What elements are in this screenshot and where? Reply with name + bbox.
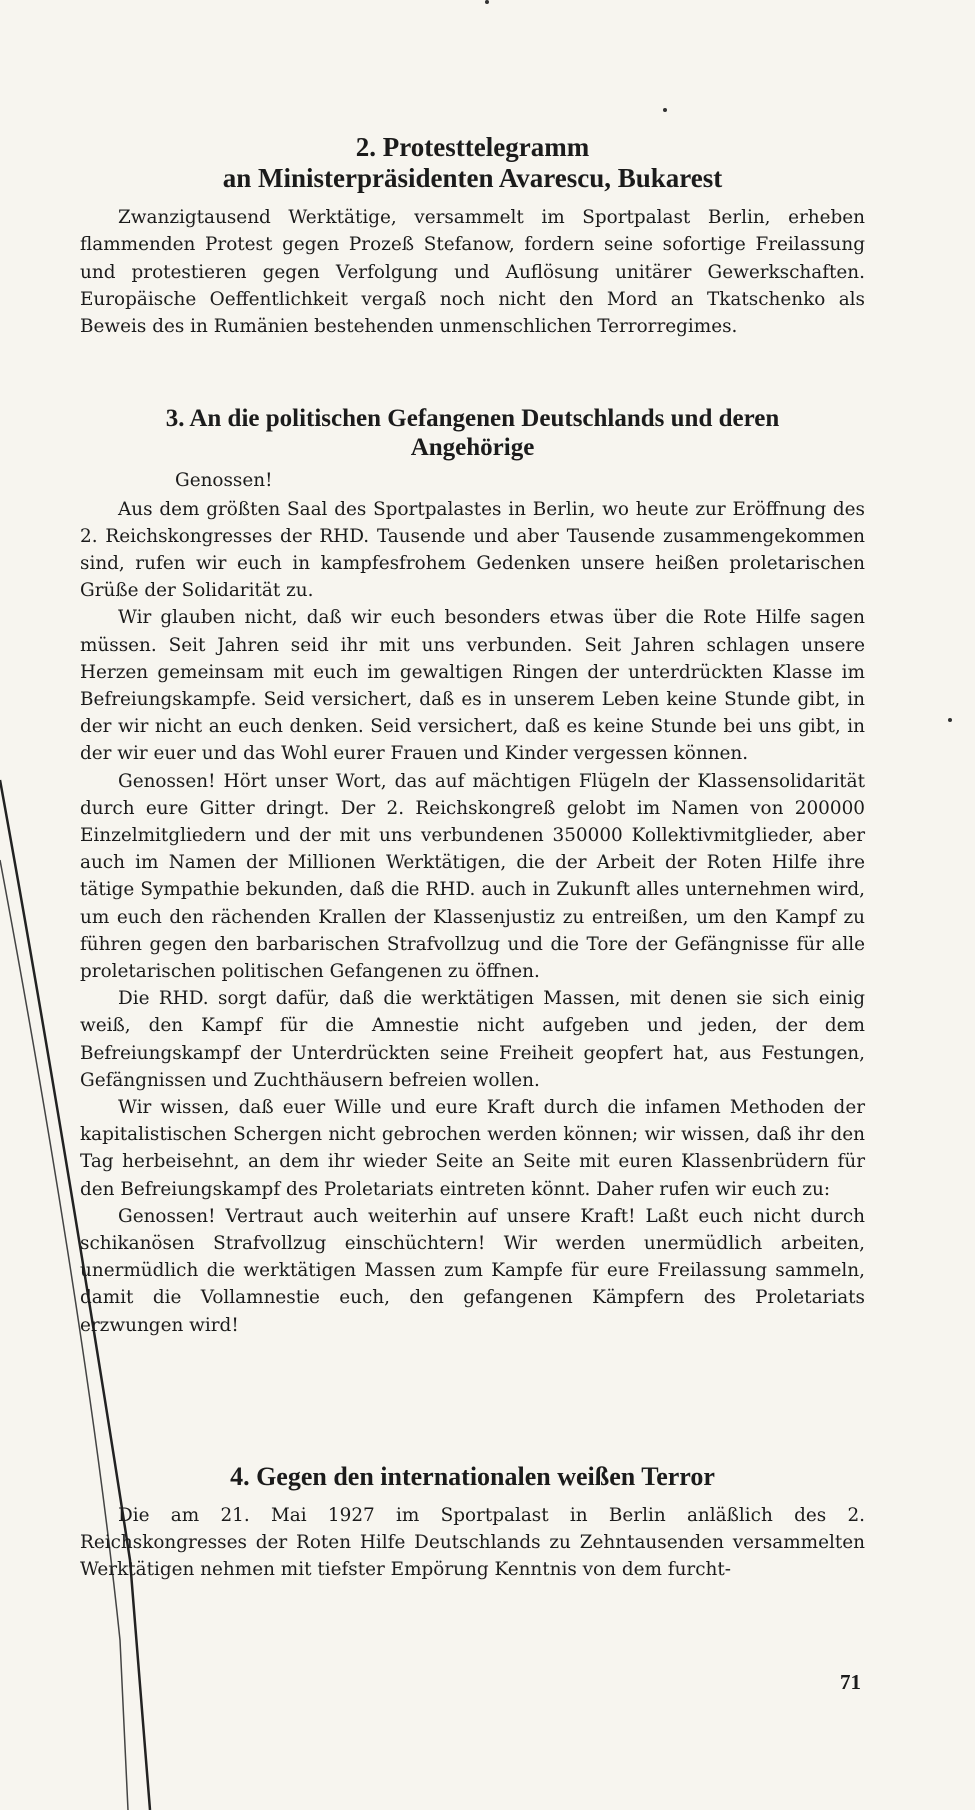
page-number: 71 — [840, 1670, 861, 1694]
section-4-title: 4. Gegen den internationalen weißen Terror — [230, 1462, 715, 1491]
paragraph: Genossen! Hört unser Wort, das auf mächtigen Flügeln der Klassensolidarität durch eure Gitter dringt. Der 2. Reichskongreß gelobt im Namen von 200000 Einzelmitgliedern und der mit uns verbundenen 350000 Kollektivmitglieder, aber auch im Namen der Millionen Werktätigen, die der Arbeit der Roten Hilfe ihre tätige Sympathie bekunden, daß die RHD. auch in Zukunft alles unternehmen wird, um euch den rächenden Krallen der Klassenjustiz zu entreißen, um den Kampf zu führen gegen den barbarischen Strafvollzug und die Tore der Gefängnisse für alle proletarischen politischen Gefangenen zu öffnen. — [80, 770, 865, 982]
section-2-title — [80, 132, 865, 194]
scan-speck — [663, 108, 667, 112]
salutation: Genossen! — [175, 469, 273, 491]
scan-speck — [485, 0, 489, 4]
section-weisser-terror — [80, 1462, 865, 1584]
section-3-title-line2: Angehörige — [410, 433, 535, 461]
section-3-title-line1: 3. An die politischen Gefangenen Deutschlands und deren — [165, 405, 780, 432]
paragraph: Die am 21. Mai 1927 im Sportpalast in Berlin anläßlich des 2. Reichskongresses der Roten Hilfe Deutschlands zu Zehntausenden versammelten Werktätigen nehmen mit tiefster Empörung Kenntnis von dem furcht- — [80, 1504, 865, 1581]
paragraph: Wir glauben nicht, daß wir euch besonders etwas über die Rote Hilfe sagen müssen. Seit Jahren seid ihr mit uns verbunden. Seit Jahren schlagen unsere Herzen gemeinsam mit euch im gewaltigen Ringen der unterdrückten Klasse im Befreiungskampfe. Seid versichert, daß es in unserem Leben keine Stunde gibt, in der wir nicht an euch denken. Seid versichert, daß es keine Stunde bei uns gibt, in der wir euer und das Wohl eurer Frauen und Kinder vergessen können. — [80, 607, 865, 765]
section-2-title-line2: an Ministerpräsidenten Avarescu, Bukarest — [222, 163, 723, 194]
scan-speck — [948, 718, 952, 722]
paragraph: Die RHD. sorgt dafür, daß die werktätigen Massen, mit denen sie sich einig weiß, den Kampf für die Amnestie nicht aufgeben und jeden, der dem Befreiungskampf der Unterdrückten seine Freiheit geopfert hat, aus Festungen, Gefängnissen und Zuchthäusern befreien wollen. — [80, 988, 865, 1091]
paragraph: Genossen! Vertraut auch weiterhin auf unsere Kraft! Laßt euch nicht durch schikanösen Strafvollzug einschüchtern! Wir werden unermüdlich arbeiten, unermüdlich die werktätigen Massen zum Kampfe für eure Freilassung sammeln, damit die Vollamnestie euch, den gefangenen Kämpfern des Proletariats erzwungen wird! — [80, 1205, 865, 1336]
section-3-title — [80, 405, 865, 463]
section-protesttelegramm — [80, 132, 865, 340]
paragraph: Wir wissen, daß euer Wille und eure Kraft durch die infamen Methoden der kapitalistischen Schergen nicht gebrochen werden können; wir wissen, daß ihr den Tag herbeisehnt, an dem ihr wieder Seite an Seite mit euren Klassenbrüdern für den Befreiungskampf des Proletariats eintreten könnt. Daher rufen wir euch zu: — [80, 1096, 865, 1200]
section-2-title-line1: 2. Protesttelegramm — [355, 132, 590, 162]
paragraph: Zwanzigtausend Werktätige, versammelt im Sportpalast Berlin, erheben flammenden Protest gegen Prozeß Stefanow, fordern seine sofortige Freilassung und protestieren gegen Verfolgung und Auflösung unitärer Gewerkschaften. Europäische Oeffentlichkeit vergaß noch nicht den Mord an Tkatschenko als Beweis des in Rumänien bestehenden unmenschlichen Terrorregimes. — [80, 207, 865, 337]
section-politische-gefangene — [80, 405, 865, 1339]
paragraph: Aus dem größten Saal des Sportpalastes in Berlin, wo heute zur Eröffnung des 2. Reichskongresses der RHD. Tausende und aber Tausende zusammengekommen sind, rufen wir euch in kampfesfrohem Gedenken unsere heißen proletarischen Grüße der Solidarität zu. — [80, 498, 865, 602]
